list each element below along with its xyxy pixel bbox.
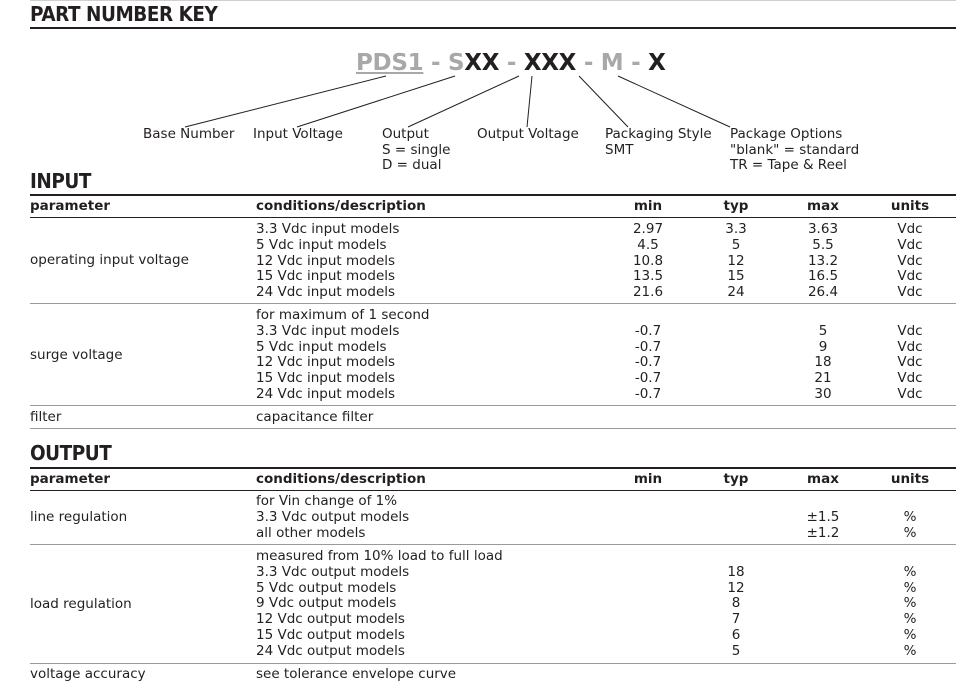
header-rule [30, 217, 956, 218]
table-row-max: 5 9 18 21 30 [814, 322, 832, 402]
table-row-units: % % [903, 508, 917, 541]
output-header-typ: typ [723, 471, 749, 487]
table-row-conditions: see tolerance envelope curve [256, 666, 457, 682]
output-header-min: min [633, 471, 663, 487]
label-output-voltage: Output Voltage [477, 126, 579, 142]
label-package-options: Package Options "blank" = standard TR = Tape & Reel [730, 126, 860, 173]
row-divider [30, 428, 956, 429]
label-output: Output S = single D = dual [382, 126, 451, 173]
row-divider [30, 303, 956, 304]
table-row-units: Vdc Vdc Vdc Vdc Vdc [897, 221, 923, 301]
pn-s: S [448, 50, 465, 76]
leader-packaging [579, 76, 628, 127]
table-row-parameter: load regulation [30, 596, 132, 612]
table-row-parameter: operating input voltage [30, 252, 189, 268]
label-packaging-style: Packaging Style SMT [605, 126, 712, 158]
input-header-typ: typ [723, 198, 749, 214]
table-row-conditions: for Vin change of 1% 3.3 Vdc output models all other models [256, 493, 410, 541]
section-rule [30, 467, 956, 469]
output-header-parameter: parameter [30, 471, 111, 487]
table-row-max: ±1.5 ±1.2 [806, 508, 840, 541]
output-header-units: units [890, 471, 930, 487]
table-row-conditions: capacitance filter [256, 409, 374, 425]
input-header-parameter: parameter [30, 198, 111, 214]
leader-options [618, 76, 730, 127]
row-divider [30, 544, 956, 545]
pn-input: XX [464, 50, 500, 76]
pn-option: X [648, 50, 666, 76]
table-row-parameter: surge voltage [30, 347, 123, 363]
table-row-conditions: measured from 10% load to full load 3.3 Vdc output models 5 Vdc output models 9 Vdc output models 12 Vdc output models 15 Vdc output models 24 Vdc output models [256, 548, 503, 659]
table-row-conditions: 3.3 Vdc input models 5 Vdc input models 12 Vdc input models 15 Vdc input models 24 Vdc input models [256, 221, 400, 301]
pn-m: M [600, 50, 624, 76]
section-rule [30, 194, 956, 196]
table-row-max: 3.63 5.5 13.2 16.5 26.4 [807, 221, 839, 301]
pn-base: PDS1 [356, 50, 424, 76]
part-number-leader-lines [0, 0, 956, 130]
header-rule [30, 490, 956, 491]
table-row-units: Vdc Vdc Vdc Vdc Vdc [897, 322, 923, 402]
input-header-min: min [633, 198, 663, 214]
leader-base [185, 76, 386, 127]
output-title: OUTPUT [30, 441, 112, 465]
table-row-min: -0.7 -0.7 -0.7 -0.7 -0.7 [634, 322, 662, 402]
table-row-parameter: line regulation [30, 509, 128, 525]
input-header-units: units [890, 198, 930, 214]
label-base-number: Base Number [143, 126, 235, 142]
table-row-typ: 3.3 5 12 15 24 [725, 221, 747, 301]
table-row-min: 2.97 4.5 10.8 13.5 21.6 [632, 221, 664, 301]
input-header-conditions: conditions/description [256, 198, 426, 214]
leader-output [408, 76, 519, 127]
input-header-max: max [807, 198, 839, 214]
row-divider [30, 405, 956, 406]
table-row-typ: 18 12 8 7 6 5 [727, 563, 745, 659]
row-divider [30, 663, 956, 664]
pn-output: XXX [523, 50, 577, 76]
table-row-parameter: filter [30, 409, 62, 425]
part-number-code: PDS1 - SXX - XXX - M - X [356, 50, 666, 76]
table-row-parameter: voltage accuracy [30, 666, 146, 682]
table-row-units: % % % % % % [903, 563, 917, 659]
output-header-conditions: conditions/description [256, 471, 426, 487]
leader-input [297, 76, 455, 127]
leader-output-voltage [527, 76, 532, 127]
output-header-max: max [807, 471, 839, 487]
part-number-key-title: PART NUMBER KEY [30, 2, 218, 26]
table-row-conditions: for maximum of 1 second 3.3 Vdc input models 5 Vdc input models 12 Vdc input models 15 Vdc input models 24 Vdc input models [256, 307, 430, 402]
label-input-voltage: Input Voltage [253, 126, 343, 142]
input-title: INPUT [30, 169, 91, 193]
